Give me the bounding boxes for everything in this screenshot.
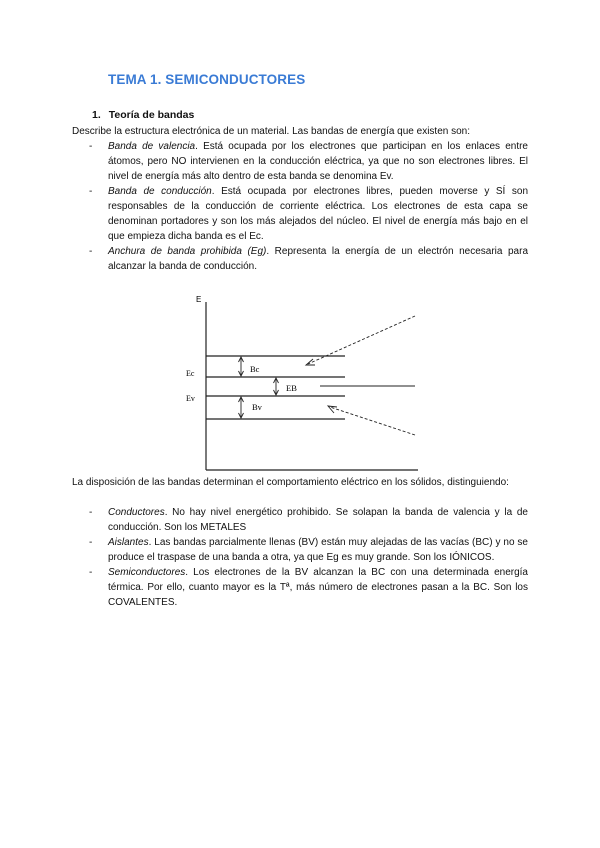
- list-item: - Anchura de banda prohibida (Eg). Representa la energía de un electrón necesaria para alcanzar la banda de conducción.: [89, 246, 529, 272]
- pointer-arrow-to-conduction-band: [308, 316, 415, 364]
- section-heading: [92, 109, 194, 121]
- ev-label: Ev: [186, 394, 195, 403]
- term-description: . Está ocupada por los electrones que participan en los enlaces entre átomos, pero NO intervienen en la conducción eléctrica, ya que no son electrones libres. El nivel de energía más alto dentro de esta banda se denomina Ev.: [108, 141, 528, 182]
- pointer-arrow-head: [306, 359, 315, 365]
- term-valence-band: Banda de valencia: [108, 141, 196, 152]
- outro-paragraph: La disposición de las bandas determinan el comportamiento eléctrico en los sólidos, distinguiendo:: [72, 477, 509, 488]
- intro-paragraph: Describe la estructura electrónica de un material. Las bandas de energía que existen son:: [72, 126, 471, 137]
- list-item: - Semiconductores. Los electrones de la BV alcanzan la BC con una determinada energía térmica. Por ello, cuanto mayor es la Tª, más número de electrones pasan a la BC. Son los COVALENTES.: [89, 567, 528, 608]
- term-conductors: Conductores: [108, 507, 165, 518]
- term-description: . Representa la energía de un electrón necesaria para alcanzar la banda de conducción.: [108, 246, 529, 272]
- pointer-arrow-head: [328, 406, 337, 413]
- list-item: - Banda de valencia. Está ocupada por los electrones que participan en los enlaces entre átomos, pero NO intervienen en la conducción eléctrica, ya que no son electrones libres. El nivel de energía más alto dentro de esta banda se denomina Ev.: [89, 141, 528, 182]
- materials-list: [72, 505, 528, 610]
- term-insulators: Aislantes: [108, 537, 149, 548]
- page-title: TEMA 1. SEMICONDUCTORES: [108, 72, 306, 87]
- term-semiconductors: Semiconductores: [108, 567, 186, 578]
- term-description: . Las bandas parcialmente llenas (BV) están muy alejadas de las vacías (BC) y no se produce el traspase de una banda a otra, ya que Eg es muy grande. Son los IÓNICOS.: [108, 537, 528, 563]
- term-band-gap: Anchura de banda prohibida (Eg): [108, 246, 267, 257]
- term-description: . No hay nivel energético prohibido. Se solapan la banda de valencia y la de conducción. Son los METALES: [108, 507, 528, 533]
- term-conduction-band: Banda de conducción: [108, 186, 212, 197]
- pointer-arrow-to-valence-band: [330, 407, 415, 435]
- list-item: - Banda de conducción. Está ocupada por electrones libres, pueden moverse y SÍ son responsables de la conducción de corriente eléctrica. Los electrones de esta capa se denominan portadores y son los más alejados del núcleo. El nivel de energía más bajo en el que empieza dicha banda es el Ec.: [89, 186, 529, 242]
- section-number: 1.: [92, 109, 101, 121]
- list-item: - Conductores. No hay nivel energético prohibido. Se solapan la banda de valencia y la de conducción. Son los METALES: [89, 507, 528, 533]
- eg-label: EB: [286, 383, 297, 393]
- bv-label: Bv: [252, 402, 262, 412]
- list-item: - Aislantes. Las bandas parcialmente llenas (BV) están muy alejadas de las vacías (BC) y no se produce el traspase de una banda a otra, ya que Eg es muy grande. Son los IÓNICOS.: [89, 537, 528, 563]
- bc-label: Bc: [250, 364, 260, 374]
- bands-list: [72, 139, 528, 274]
- band-diagram: [180, 290, 430, 475]
- term-description: . Los electrones de la BV alcanzan la BC con una determinada energía térmica. Por ello, cuanto mayor es la Tª, más número de electrones pasan a la BC. Son los COVALENTES.: [108, 567, 528, 608]
- ec-label: Ec: [186, 369, 195, 378]
- section-title: Teoría de bandas: [108, 109, 195, 121]
- term-description: . Está ocupada por electrones libres, pueden moverse y SÍ son responsables de la conducción de corriente eléctrica. Los electrones de esta capa se denominan portadores y son los más alejados del núcleo. El nivel de energía más bajo en el que empieza dicha banda es el Ec.: [108, 186, 529, 242]
- axis-label-e: E: [196, 295, 202, 304]
